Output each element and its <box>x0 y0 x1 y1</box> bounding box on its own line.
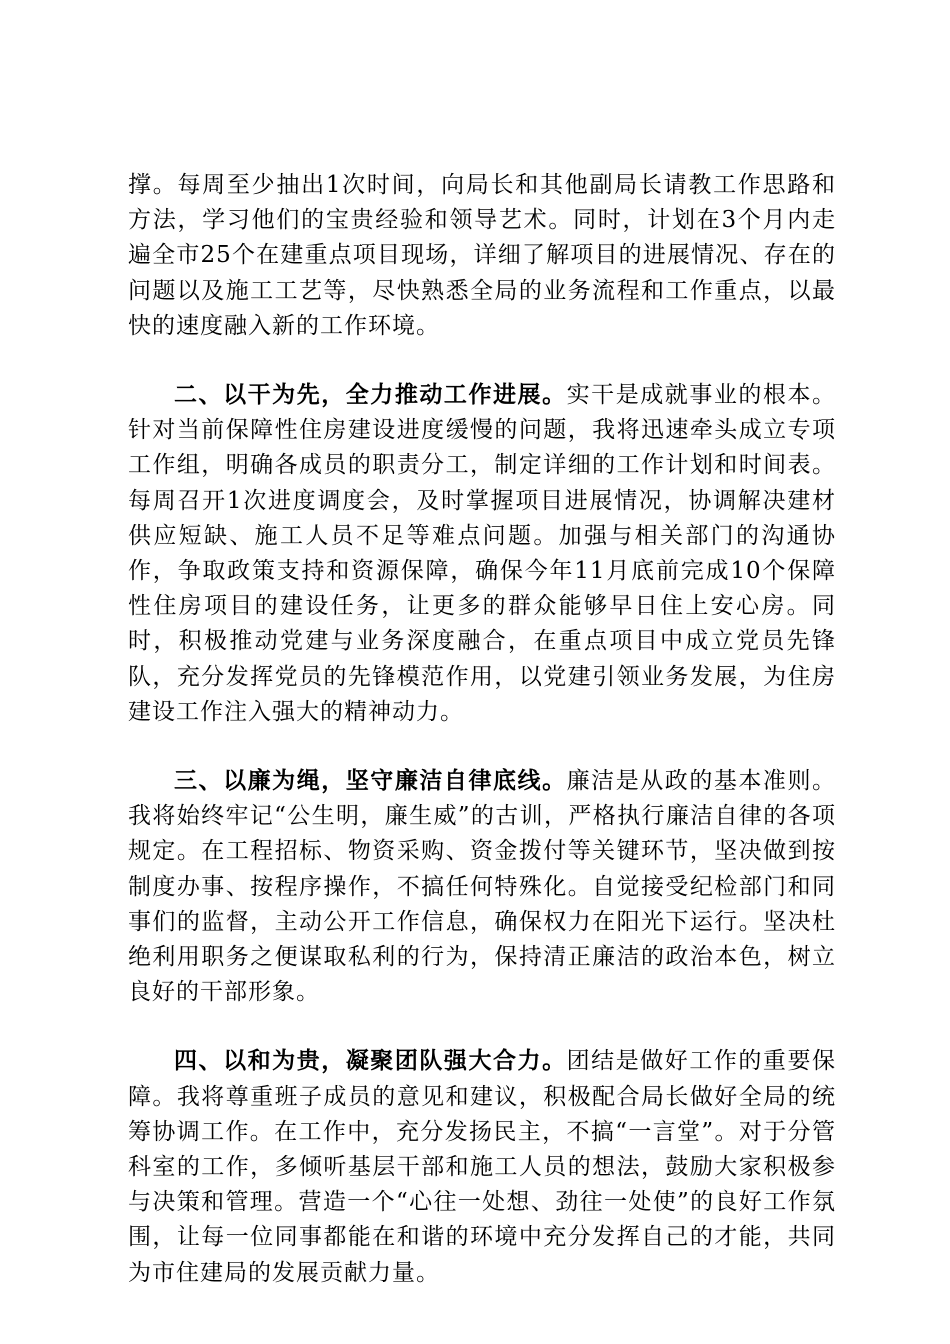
paragraph-body: 团结是做好工作的重要保障。我将尊重班子成员的意见和建议，积极配合局长做好全局的统筹协调工作。在工作中，充分发扬民主，不搞“一言堂”。对于分管科室的工作，多倾听基层干部和施工人员的想法，鼓励大家积极参与决策和管理。营造一个“心往一处想、劲往一处使”的良好工作氛围，让每一位同事都能在和谐的环境中充分发挥自己的才能，共同为市住建局的发展贡献力量。 <box>128 1048 837 1286</box>
paragraph-body: 撑。每周至少抽出1次时间，向局长和其他副局长请教工作思路和方法，学习他们的宝贵经验和领导艺术。同时，计划在3个月内走遍全市25个在建重点项目现场，详细了解项目的进展情况、存在的问题以及施工工艺等，尽快熟悉全局的业务流程和工作重点，以最快的速度融入新的工作环境。 <box>128 172 836 339</box>
section-heading: 二、以干为先，全力推动工作进展。 <box>174 382 567 409</box>
paragraph-section-3 <box>128 764 836 1010</box>
section-heading: 三、以廉为绳，坚守廉洁自律底线。 <box>174 768 567 795</box>
paragraph-section-2 <box>128 378 836 730</box>
paragraph-body: 廉洁是从政的基本准则。我将始终牢记“公生明，廉生威”的古训，严格执行廉洁自律的各项规定。在工程招标、物资采购、资金拨付等关键环节，坚决做到按制度办事、按程序操作，不搞任何特殊化。自觉接受纪检部门和同事们的监督，主动公开工作信息，确保权力在阳光下运行。坚决杜绝利用职务之便谋取私利的行为，保持清正廉洁的政治本色，树立良好的干部形象。 <box>128 768 837 1006</box>
paragraph-body: 实干是成就事业的根本。针对当前保障性住房建设进度缓慢的问题，我将迅速牵头成立专项工作组，明确各成员的职责分工，制定详细的工作计划和时间表。每周召开1次进度调度会，及时掌握项目进展情况，协调解决建材供应短缺、施工人员不足等难点问题。加强与相关部门的沟通协作，争取政策支持和资源保障，确保今年11月底前完成10个保障性住房项目的建设任务，让更多的群众能够早日住上安心房。同时，积极推动党建与业务深度融合，在重点项目中成立党员先锋队，充分发挥党员的先锋模范作用，以党建引领业务发展，为住房建设工作注入强大的精神动力。 <box>128 382 837 725</box>
paragraph-section-4 <box>128 1044 836 1290</box>
section-heading: 四、以和为贵，凝聚团队强大合力。 <box>174 1048 567 1075</box>
paragraph-continuation <box>128 168 836 344</box>
document-page <box>128 168 836 1325</box>
